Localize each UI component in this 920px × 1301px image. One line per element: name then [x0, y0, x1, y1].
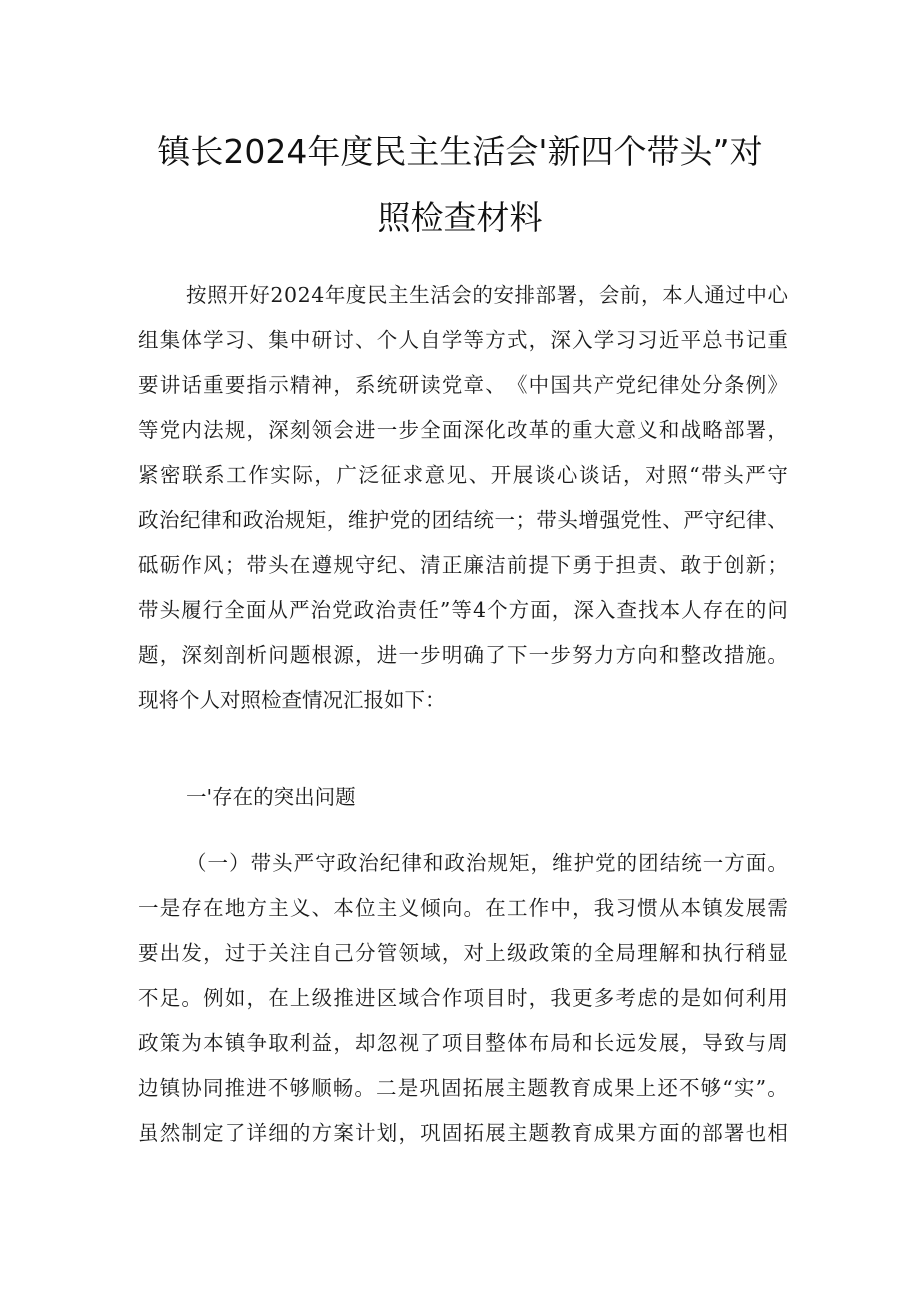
intro-line: 要 讲 话 重 要 指 示 精 神 ， 系 统 研 读 党 章 、 《 中 国 共 产 党 纪 律 处 分 条 例 》 — [138, 373, 788, 397]
intro-line: 带 头 履 行 全 面 从 严 治 党 政 治 责 任 ” 等 4 个 方 面 ， 深 入 查 找 本 人 存 在 的 问 — [138, 598, 788, 622]
document-title-line-1: 镇长2024年度民主生活会'新四个带头”对 — [157, 132, 763, 171]
section-line: 虽 然 制 定 了 详 细 的 方 案 计 划 ， 巩 固 拓 展 主 题 教 育 成 果 方 面 的 部 署 也 相 — [138, 1121, 788, 1145]
intro-line: 现将个人对照检查情况汇报如下： — [138, 688, 446, 712]
section-heading: 一'存在的突出问题 — [186, 785, 356, 809]
section-line: 边 镇 协 同 推 进 不 够 顺 畅 。 二 是 巩 固 拓 展 主 题 教 育 成 果 上 还 不 够 “ 实 ” 。 — [138, 1076, 788, 1100]
section-line: 要 出 发 ， 过 于 关 注 自 己 分 管 领 域 ， 对 上 级 政 策 的 全 局 理 解 和 执 行 稍 显 — [138, 941, 788, 965]
document-title-line-2: 照检查材料 — [377, 198, 543, 237]
intro-line: 紧 密 联 系 工 作 实 际 ， 广 泛 征 求 意 见 、 开 展 谈 心 谈 话 ， 对 照 “ 带 头 严 守 — [138, 463, 788, 487]
intro-line: 组 集 体 学 习 、 集 中 研 讨 、 个 人 自 学 等 方 式 ， 深 入 学 习 习 近 平 总 书 记 重 — [138, 328, 788, 352]
intro-line: 砥 砺 作 风 ； 带 头 在 遵 规 守 纪 、 清 正 廉 洁 前 提 下 勇 于 担 责 、 敢 于 创 新 ； — [138, 553, 788, 577]
intro-line: 政 治 纪 律 和 政 治 规 矩 ， 维 护 党 的 团 结 统 一 ； 带 头 增 强 党 性 、 严 守 纪 律 、 — [138, 508, 788, 532]
section-line: 政 策 为 本 镇 争 取 利 益 ， 却 忽 视 了 项 目 整 体 布 局 和 长 远 发 展 ， 导 致 与 周 — [138, 1031, 788, 1055]
section-line: 不 足 。 例 如 ， 在 上 级 推 进 区 域 合 作 项 目 时 ， 我 更 多 考 虑 的 是 如 何 利 用 — [138, 986, 788, 1010]
intro-line: 按 照 开 好 2 0 2 4 年 度 民 主 生 活 会 的 安 排 部 署 ， 会 前 ， 本 人 通 过 中 心 — [186, 283, 788, 307]
intro-line: 题 ， 深 刻 剖 析 问 题 根 源 ， 进 一 步 明 确 了 下 一 步 努 力 方 向 和 整 改 措 施 。 — [138, 643, 788, 667]
intro-line: 等 党 内 法 规 ， 深 刻 领 会 进 一 步 全 面 深 化 改 革 的 重 大 意 义 和 战 略 部 署 ， — [138, 418, 788, 442]
section-line: （ 一 ） 带 头 严 守 政 治 纪 律 和 政 治 规 矩 ， 维 护 党 的 团 结 统 一 方 面 。 — [186, 851, 788, 875]
section-line: 一 是 存 在 地 方 主 义 、 本 位 主 义 倾 向 。 在 工 作 中 ， 我 习 惯 从 本 镇 发 展 需 — [138, 896, 788, 920]
